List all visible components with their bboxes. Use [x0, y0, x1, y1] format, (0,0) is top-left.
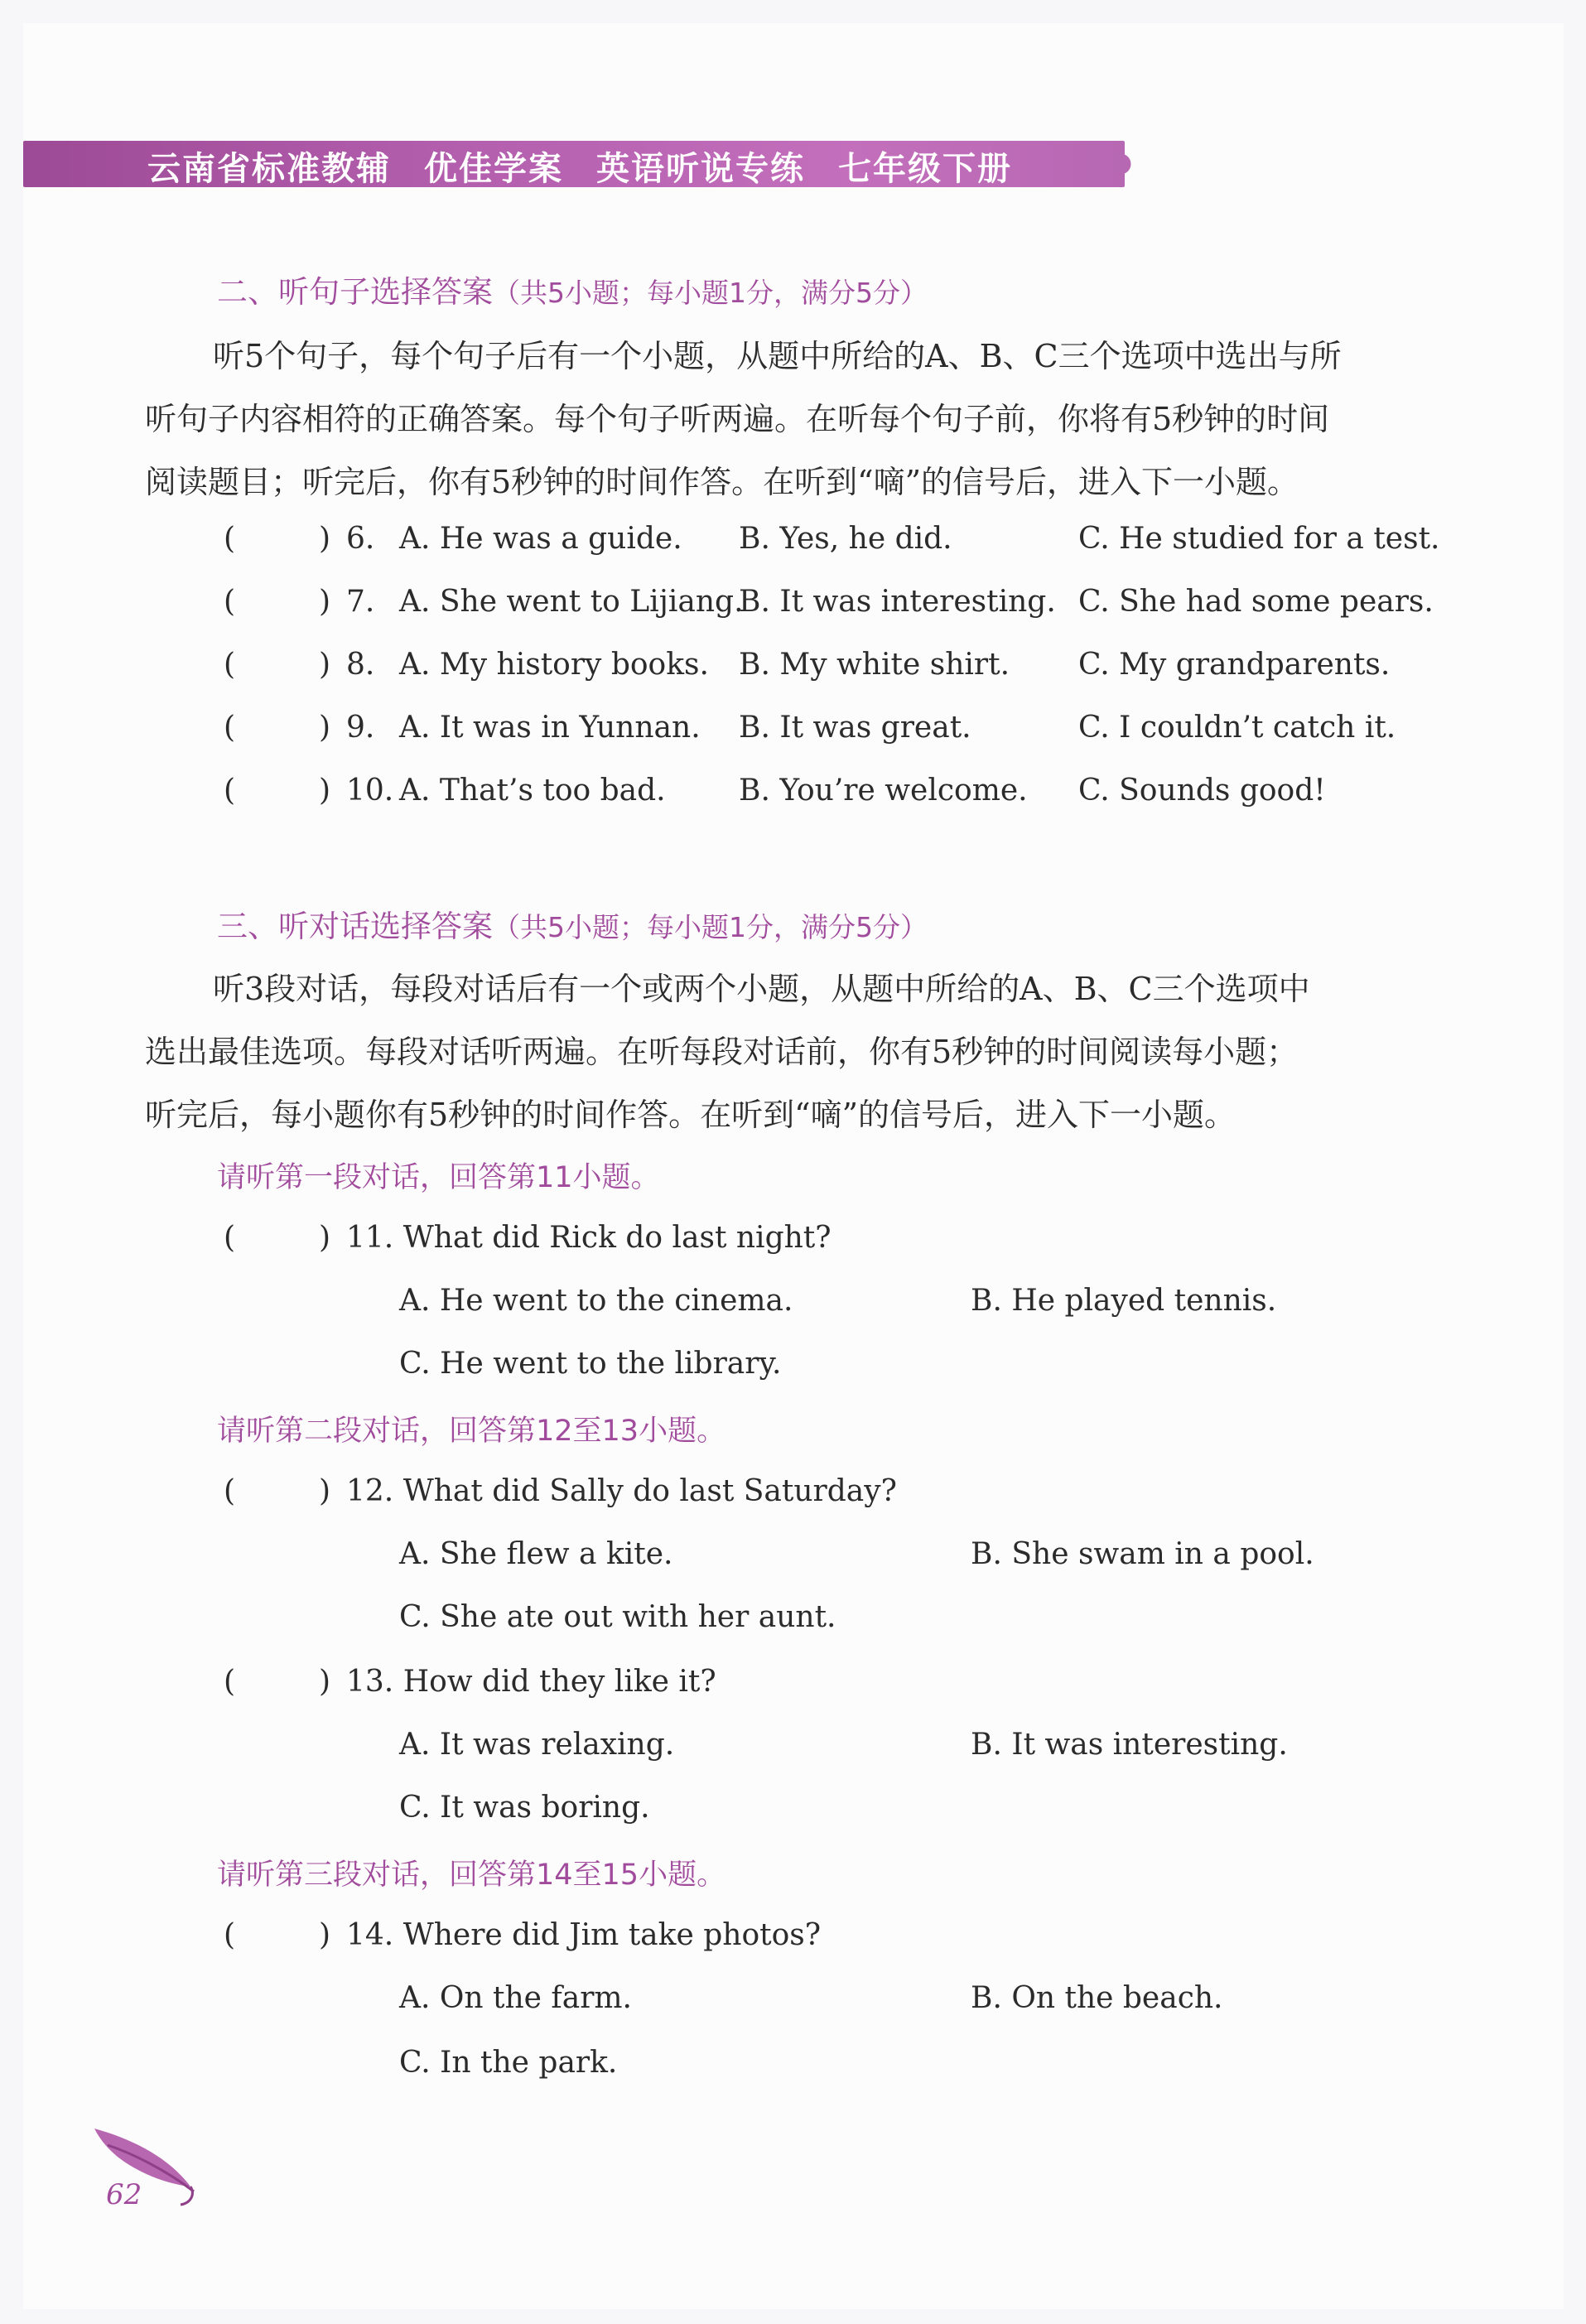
answer-paren-open[interactable]: ( [224, 522, 236, 556]
answer-paren-close[interactable]: ) [319, 585, 331, 619]
option-c: C. In the park. [399, 2046, 618, 2080]
answer-paren-open[interactable]: ( [224, 585, 236, 619]
option-a: A. She flew a kite. [399, 1537, 673, 1571]
option-c: C. Sounds good! [1078, 774, 1326, 808]
section3-title-text: 三、听对话选择答案 [217, 909, 493, 944]
question-number: 7. [346, 585, 375, 619]
option-a: A. She went to Lijiang. [399, 585, 744, 619]
option-b: B. On the beach. [971, 1981, 1223, 2015]
question-number: 9. [346, 711, 375, 745]
instruction-line: 听3段对话，每段对话后有一个或两个小题，从题中所给的A、B、C三个选项中 [213, 971, 1310, 1007]
option-b: B. My white shirt. [739, 648, 1010, 682]
dialog-2-label: 请听第二段对话，回答第12至13小题。 [217, 1415, 726, 1448]
section3-title [217, 901, 928, 946]
dialog-1-label: 请听第一段对话，回答第11小题。 [217, 1161, 660, 1194]
option-a: A. On the farm. [399, 1981, 633, 2015]
header-item: 七年级下册 [838, 150, 1012, 188]
option-b: B. You’re welcome. [739, 774, 1028, 808]
answer-paren-close[interactable]: ) [319, 648, 331, 682]
header-item: 云南省标准教辅 [147, 150, 391, 188]
option-a: A. That’s too bad. [399, 774, 666, 808]
option-c: C. My grandparents. [1078, 648, 1391, 682]
question-number: 6. [346, 522, 375, 556]
option-b: B. She swam in a pool. [971, 1537, 1314, 1571]
instruction-line: 听句子内容相符的正确答案。每个句子听两遍。在听每个句子前，你将有5秒钟的时间 [145, 401, 1330, 437]
question-stem: 13. How did they like it? [346, 1665, 716, 1699]
option-b: B. It was interesting. [739, 585, 1056, 619]
header-title [147, 142, 1045, 190]
section2-title [217, 267, 928, 311]
option-c: C. It was boring. [399, 1791, 650, 1825]
header-item: 优佳学案 [424, 150, 563, 188]
option-b: B. It was interesting. [971, 1728, 1288, 1762]
answer-paren-open[interactable]: ( [224, 1665, 236, 1699]
section2-note: （共5小题；每小题1分，满分5分） [493, 277, 928, 309]
header-item: 英语听说专练 [596, 150, 805, 188]
question-stem: 11. What did Rick do last night? [346, 1221, 832, 1255]
answer-paren-open[interactable]: ( [224, 1221, 236, 1255]
option-c: C. She ate out with her aunt. [399, 1600, 836, 1634]
option-c: C. He went to the library. [399, 1347, 782, 1381]
option-a: A. He went to the cinema. [399, 1284, 793, 1318]
answer-paren-close[interactable]: ) [319, 711, 331, 745]
option-b: B. He played tennis. [971, 1284, 1277, 1318]
option-c: C. She had some pears. [1078, 585, 1434, 619]
option-b: B. It was great. [739, 711, 971, 745]
page-number: 62 [106, 2178, 142, 2211]
question-stem: 12. What did Sally do last Saturday? [346, 1474, 897, 1508]
dialog-3-label: 请听第三段对话，回答第14至15小题。 [217, 1859, 726, 1892]
answer-paren-open[interactable]: ( [224, 711, 236, 745]
instruction-line: 听5个句子，每个句子后有一个小题，从题中所给的A、B、C三个选项中选出与所 [213, 338, 1342, 374]
option-c: C. He studied for a test. [1078, 522, 1440, 556]
answer-paren-close[interactable]: ) [319, 774, 331, 808]
answer-paren-close[interactable]: ) [319, 1665, 331, 1699]
question-number: 8. [346, 648, 375, 682]
answer-paren-open[interactable]: ( [224, 1918, 236, 1952]
instruction-line: 选出最佳选项。每段对话听两遍。在听每段对话前，你有5秒钟的时间阅读每小题； [145, 1034, 1299, 1070]
section2-instructions [145, 325, 1420, 513]
answer-paren-open[interactable]: ( [224, 648, 236, 682]
answer-paren-open[interactable]: ( [224, 774, 236, 808]
answer-paren-close[interactable]: ) [319, 1474, 331, 1508]
instruction-line: 阅读题目；听完后，你有5秒钟的时间作答。在听到“嘀”的信号后，进入下一小题。 [145, 464, 1299, 500]
option-a: A. He was a guide. [399, 522, 682, 556]
section3-note: （共5小题；每小题1分，满分5分） [493, 911, 928, 943]
answer-paren-close[interactable]: ) [319, 1918, 331, 1952]
answer-paren-close[interactable]: ) [319, 1221, 331, 1255]
option-a: A. It was in Yunnan. [399, 711, 701, 745]
section3-instructions [145, 957, 1420, 1146]
answer-paren-open[interactable]: ( [224, 1474, 236, 1508]
question-stem: 14. Where did Jim take photos? [346, 1918, 822, 1952]
instruction-line: 听完后，每小题你有5秒钟的时间作答。在听到“嘀”的信号后，进入下一小题。 [145, 1097, 1237, 1133]
option-a: A. It was relaxing. [399, 1728, 675, 1762]
option-b: B. Yes, he did. [739, 522, 952, 556]
option-a: A. My history books. [399, 648, 709, 682]
question-number: 10. [346, 774, 394, 808]
section2-title-text: 二、听句子选择答案 [217, 274, 493, 310]
option-c: C. I couldn’t catch it. [1078, 711, 1396, 745]
answer-paren-close[interactable]: ) [319, 522, 331, 556]
